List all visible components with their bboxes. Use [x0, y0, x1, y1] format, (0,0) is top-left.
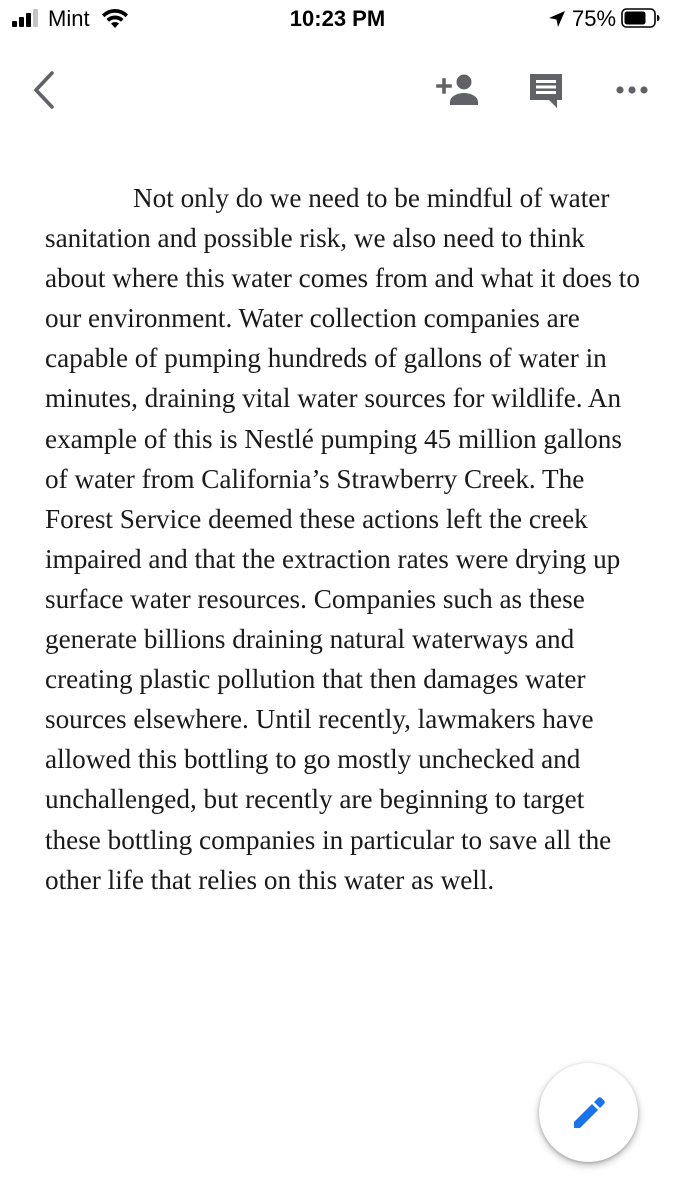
- chevron-left-icon: [31, 70, 57, 110]
- comment-icon: [527, 71, 565, 109]
- carrier-name: Mint: [48, 6, 90, 31]
- battery-percentage: 75%: [572, 6, 617, 31]
- document-paragraph: Not only do we need to be mindful of water sanitation and possible risk, we also need to think about where this water comes from and what it does to our environment. Water collection companies are capable of pumping hundreds of gallons of water in minutes, draining vital water sources for wildlife. An example of this is Nestlé pumping 45 million gallons of water from California’s Strawberry Creek. The Forest Service deemed these actions left the creek impaired and that the extraction rates were drying up surface water resources. Companies such as these generate billions draining natural waterways and creating plastic pollution that then damages water sources elsewhere. Until recently, lawmakers have allowed this bottling to go mostly unchecked and unchallenged, but recently are beginning to target these bottling companies in particular to save all the other life that relies on this water as well.: [45, 183, 640, 895]
- location-arrow-icon: [548, 10, 566, 28]
- more-options-button[interactable]: [606, 66, 658, 114]
- status-bar: [0, 0, 675, 40]
- person-add-icon: [435, 73, 481, 107]
- document-body[interactable]: [45, 178, 640, 900]
- status-time: 10:23 PM: [289, 6, 386, 31]
- back-button[interactable]: [20, 66, 68, 114]
- edit-fab-button[interactable]: [539, 1063, 638, 1162]
- comments-button[interactable]: [520, 66, 572, 114]
- battery-icon: [621, 8, 661, 28]
- share-add-person-button[interactable]: [430, 66, 486, 114]
- pencil-edit-icon: [571, 1095, 607, 1131]
- document-toolbar: [0, 50, 675, 134]
- more-horizontal-icon: [616, 85, 648, 95]
